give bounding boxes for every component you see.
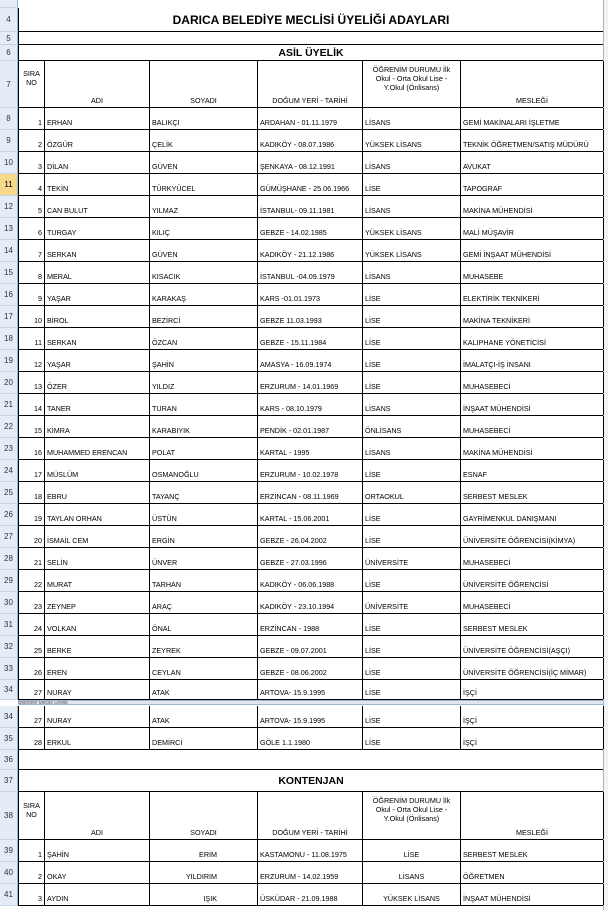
cell-meslek[interactable]: TEKNİK ÖĞRETMEN/SATIŞ MÜDÜRÜ	[461, 130, 604, 151]
row-header[interactable]	[0, 0, 18, 8]
cell-meslek[interactable]: İNŞAAT MÜHENDİSİ	[461, 884, 604, 905]
cell-dogum[interactable]: GEBZE 11.03.1993	[258, 306, 363, 327]
cell-soyadi[interactable]: ÇELİK	[150, 130, 258, 151]
cell-dogum[interactable]: PENDİK - 02.01.1987	[258, 416, 363, 437]
cell-dogum[interactable]: KADIKÖY - 21.12.1986	[258, 240, 363, 261]
cell-ogrenim[interactable]: LİSANS	[363, 152, 461, 173]
cell-adi[interactable]: ZEYNEP	[45, 592, 150, 613]
table-row	[18, 658, 603, 680]
cell-dogum[interactable]: ŞENKAYA - 08.12.1991	[258, 152, 363, 173]
row-header[interactable]: 39	[0, 840, 18, 862]
cell-adi[interactable]: ERKUL	[45, 728, 150, 749]
table-row	[18, 706, 603, 728]
table-row	[18, 196, 603, 218]
row-header[interactable]: 41	[0, 884, 18, 906]
cell-dogum[interactable]: ERZURUM - 14.01.1969	[258, 372, 363, 393]
cell-meslek[interactable]: ÜNİVERSİTE ÖĞRENCİSİ(AŞÇI)	[461, 636, 604, 657]
cell-meslek[interactable]: ESNAF	[461, 460, 604, 481]
header-ogrenim: ÖĞRENİM DURUMU İlk Okul - Orta Okul Lise - Y.Okul (Önlisans)	[363, 61, 461, 107]
cell-soyadi[interactable]: BEZİRCİ	[150, 306, 258, 327]
cell-adi[interactable]: ÖZGÜR	[45, 130, 150, 151]
cell-ogrenim[interactable]: LİSE	[363, 658, 461, 679]
cell-no[interactable]: 6	[19, 218, 45, 239]
row-header[interactable]: 33	[0, 658, 18, 680]
cell-no[interactable]: 9	[19, 284, 45, 305]
cell-dogum[interactable]: GEBZE - 09.07.2001	[258, 636, 363, 657]
table-row	[18, 504, 603, 526]
cell-soyadi[interactable]: TAYANÇ	[150, 482, 258, 503]
cell-no[interactable]: 10	[19, 306, 45, 327]
row-header[interactable]: 14	[0, 240, 18, 262]
row-header[interactable]: 29	[0, 570, 18, 592]
cell-no[interactable]: 4	[19, 174, 45, 195]
cell-soyadi[interactable]: KARAKAŞ	[150, 284, 258, 305]
header-soyadi: SOYADI	[150, 61, 258, 107]
cell-adi[interactable]: MERAL	[45, 262, 150, 283]
cell-no[interactable]: 18	[19, 482, 45, 503]
cell-dogum[interactable]: KADIKÖY - 08.07.1986	[258, 130, 363, 151]
row-header[interactable]: 24	[0, 460, 18, 482]
sheet-title	[18, 8, 603, 32]
row-header[interactable]: 21	[0, 394, 18, 416]
cell-meslek[interactable]: ÜNİVERSİTE ÖĞRENCİSİ(İÇ MİMAR)	[461, 658, 604, 679]
row-header[interactable]: 18	[0, 328, 18, 350]
row-header[interactable]: 28	[0, 548, 18, 570]
cell-soyadi[interactable]: YILDIZ	[150, 372, 258, 393]
table-row	[18, 840, 603, 862]
cell-adi[interactable]: TURGAY	[45, 218, 150, 239]
row-header[interactable]: 38	[0, 792, 18, 840]
cell-ogrenim[interactable]: LİSE	[363, 636, 461, 657]
blank-row	[18, 32, 603, 45]
cell-no[interactable]: 14	[19, 394, 45, 415]
header-adi: ADI	[45, 61, 150, 107]
cell-soyadi[interactable]: ATAK	[150, 680, 258, 699]
cell-soyadi[interactable]: IŞIK	[150, 884, 258, 905]
cell-no[interactable]: 26	[19, 658, 45, 679]
table-row	[18, 548, 603, 570]
row-header[interactable]: 19	[0, 350, 18, 372]
cell-adi[interactable]: AYDIN	[45, 884, 150, 905]
table-row	[18, 884, 603, 906]
table-row	[18, 570, 603, 592]
cell-meslek[interactable]: AVUKAT	[461, 152, 604, 173]
header-meslek: MESLEĞİ	[461, 61, 604, 107]
cell-meslek[interactable]: ÜNİVERSİTE ÖĞRENCİSİ	[461, 570, 604, 591]
cell-no[interactable]: 24	[19, 614, 45, 635]
cell-soyadi[interactable]: POLAT	[150, 438, 258, 459]
cell-adi[interactable]: TANER	[45, 394, 150, 415]
cell-dogum[interactable]: İSTANBUL- 09.11.1981	[258, 196, 363, 217]
cell-no[interactable]: 23	[19, 592, 45, 613]
cell-soyadi[interactable]: ÖZCAN	[150, 328, 258, 349]
cell-soyadi[interactable]: TÜRKYÜCEL	[150, 174, 258, 195]
cell-no[interactable]: 25	[19, 636, 45, 657]
cell-dogum[interactable]: GEBZE - 15.11.1984	[258, 328, 363, 349]
cell-dogum[interactable]: GEBZE - 08.06.2002	[258, 658, 363, 679]
cell-ogrenim[interactable]: LİSE	[363, 614, 461, 635]
cell-soyadi[interactable]: ŞAHİN	[150, 350, 258, 371]
column-header-row	[18, 61, 603, 108]
cell-dogum[interactable]: ARTOVA- 15.9.1995	[258, 680, 363, 699]
cell-soyadi[interactable]: BALIKÇI	[150, 108, 258, 129]
cell-meslek[interactable]: MAKİNA MÜHENDİSİ	[461, 196, 604, 217]
cell-ogrenim[interactable]: LİSANS	[363, 438, 461, 459]
cell-ogrenim[interactable]: LİSE	[363, 680, 461, 699]
cell-ogrenim[interactable]: LİSE	[363, 706, 461, 727]
cell-dogum[interactable]: ERZURUM - 14.02.1959	[258, 862, 363, 883]
cell-adi[interactable]: DİLAN	[45, 152, 150, 173]
table-row	[18, 862, 603, 884]
table-row	[18, 328, 603, 350]
cell-meslek[interactable]: GAYRİMENKUL DANIŞMANI	[461, 504, 604, 525]
cell-ogrenim[interactable]: LİSE	[363, 840, 461, 861]
cell-meslek[interactable]: MAKİNA MÜHENDİSİ	[461, 438, 604, 459]
header-dogum: DOĞUM YERİ - TARİHİ	[258, 61, 363, 107]
cell-meslek[interactable]: SERBEST MESLEK	[461, 614, 604, 635]
cell-dogum[interactable]: GEBZE - 14.02.1985	[258, 218, 363, 239]
cell-no[interactable]: 21	[19, 548, 45, 569]
cell-soyadi[interactable]: ATAK	[150, 706, 258, 727]
cell-dogum[interactable]: KARTAL - 1995	[258, 438, 363, 459]
cell-no[interactable]: 13	[19, 372, 45, 393]
cell-dogum[interactable]: KARS -01.01.1973	[258, 284, 363, 305]
row-header[interactable]: 7	[0, 61, 18, 108]
cell-ogrenim[interactable]: LİSANS	[363, 862, 461, 883]
cell-ogrenim[interactable]: ÖNLİSANS	[363, 416, 461, 437]
cell-ogrenim[interactable]: LİSE	[363, 306, 461, 327]
cell-no[interactable]: 3	[19, 152, 45, 173]
cell-no[interactable]: 27	[19, 680, 45, 699]
row-header[interactable]: 23	[0, 438, 18, 460]
cell-dogum[interactable]: ARDAHAN - 01.11.1979	[258, 108, 363, 129]
section-asil	[18, 45, 603, 61]
row-header[interactable]: 6	[0, 45, 18, 61]
cell-soyadi[interactable]: CEYLAN	[150, 658, 258, 679]
cell-adi[interactable]: BİROL	[45, 306, 150, 327]
cell-no[interactable]: 17	[19, 460, 45, 481]
cell-meslek[interactable]: MALİ MÜŞAVİR	[461, 218, 604, 239]
cell-adi[interactable]: SELİN	[45, 548, 150, 569]
cell-ogrenim[interactable]: LİSE	[363, 350, 461, 371]
cell-ogrenim[interactable]: ÜNİVERSİTE	[363, 548, 461, 569]
cell-ogrenim[interactable]: LİSE	[363, 570, 461, 591]
cell-adi[interactable]: EBRU	[45, 482, 150, 503]
cell-meslek[interactable]: İŞÇİ	[461, 680, 604, 699]
cell-no[interactable]: 3	[19, 884, 45, 905]
cell-no[interactable]: 5	[19, 196, 45, 217]
cell-ogrenim[interactable]: LİSE	[363, 504, 461, 525]
row-header[interactable]: 22	[0, 416, 18, 438]
cell-meslek[interactable]: ÜNİVERSİTE ÖĞRENCİSİ(KİMYA)	[461, 526, 604, 547]
table-row	[18, 372, 603, 394]
cell-adi[interactable]: MURAT	[45, 570, 150, 591]
row-header[interactable]: 34	[0, 706, 18, 728]
cell-meslek[interactable]: MUHASEBECİ	[461, 416, 604, 437]
cell-meslek[interactable]: MUHASEBECİ	[461, 548, 604, 569]
table-row	[18, 636, 603, 658]
cell-adi[interactable]: ÖZER	[45, 372, 150, 393]
cell-dogum[interactable]: KARS - 08.10.1979	[258, 394, 363, 415]
cell-meslek[interactable]: İŞÇİ	[461, 706, 604, 727]
header-sira: SIRA NO	[19, 61, 45, 107]
cell-dogum[interactable]: GEBZE - 27.03.1996	[258, 548, 363, 569]
section-kontenjan	[18, 770, 603, 792]
cell-ogrenim[interactable]: LİSE	[363, 284, 461, 305]
cell-dogum[interactable]: GÖLE 1.1.1980	[258, 728, 363, 749]
cell-no[interactable]: 15	[19, 416, 45, 437]
cell-adi[interactable]: İSMAİL CEM	[45, 526, 150, 547]
cell-ogrenim[interactable]: LİSE	[363, 328, 461, 349]
row-header[interactable]: 16	[0, 284, 18, 306]
cell-adi[interactable]: OKAY	[45, 862, 150, 883]
cell-adi[interactable]: ŞAHİN	[45, 840, 150, 861]
cell-dogum[interactable]: GÜMÜŞHANE - 25.06.1966	[258, 174, 363, 195]
table-row	[18, 438, 603, 460]
row-header[interactable]: 35	[0, 728, 18, 750]
cell-adi[interactable]: NURAY	[45, 706, 150, 727]
cell-dogum[interactable]: İSTANBUL -04.09.1979	[258, 262, 363, 283]
table-row	[18, 416, 603, 438]
cell-dogum[interactable]: KADIKÖY - 23.10.1994	[258, 592, 363, 613]
row-header[interactable]: 26	[0, 504, 18, 526]
cell-soyadi[interactable]: ÖNAL	[150, 614, 258, 635]
cell-ogrenim[interactable]: LİSE	[363, 728, 461, 749]
cell-no[interactable]: 28	[19, 728, 45, 749]
cell-soyadi[interactable]: ARAÇ	[150, 592, 258, 613]
row-header[interactable]: 15	[0, 262, 18, 284]
cell-adi[interactable]: EREN	[45, 658, 150, 679]
table-row	[18, 350, 603, 372]
cell-ogrenim[interactable]: LİSE	[363, 174, 461, 195]
cell-no[interactable]: 11	[19, 328, 45, 349]
cell-adi[interactable]: VOLKAN	[45, 614, 150, 635]
cell-meslek[interactable]: GEMİ İNŞAAT MÜHENDİSİ	[461, 240, 604, 261]
row-header[interactable]: 11	[0, 174, 18, 196]
cell-dogum[interactable]: AMASYA - 16.09.1974	[258, 350, 363, 371]
cell-soyadi[interactable]: OSMANOĞLU	[150, 460, 258, 481]
table-row	[18, 460, 603, 482]
table-row	[18, 482, 603, 504]
cell-ogrenim[interactable]: YÜKSEK LİSANS	[363, 884, 461, 905]
table-row	[18, 240, 603, 262]
cell-no[interactable]: 27	[19, 706, 45, 727]
row-header[interactable]: 30	[0, 592, 18, 614]
cell-soyadi[interactable]: YILDIRIM	[150, 862, 258, 883]
row-header[interactable]: 31	[0, 614, 18, 636]
cell-adi[interactable]: YAŞAR	[45, 284, 150, 305]
cell-ogrenim[interactable]: LİSANS	[363, 394, 461, 415]
cell-no[interactable]: 7	[19, 240, 45, 261]
row-header[interactable]: 17	[0, 306, 18, 328]
cell-soyadi[interactable]: KARABIYIK	[150, 416, 258, 437]
cell-soyadi[interactable]: TARHAN	[150, 570, 258, 591]
cell-soyadi[interactable]: DEMİRCİ	[150, 728, 258, 749]
cell-meslek[interactable]: İŞÇİ	[461, 728, 604, 749]
sheet-tab-strip[interactable]: Belediye Meclis Üyelik	[18, 700, 603, 705]
cell-soyadi[interactable]: ÜNVER	[150, 548, 258, 569]
cell-soyadi[interactable]: ERİM	[150, 840, 258, 861]
row-header[interactable]: 34	[0, 680, 18, 700]
cell-meslek[interactable]: SERBEST MESLEK	[461, 482, 604, 503]
row-header[interactable]: 8	[0, 108, 18, 130]
cell-adi[interactable]: YAŞAR	[45, 350, 150, 371]
table-row	[18, 526, 603, 548]
cell-dogum[interactable]: KADIKÖY - 06.06.1988	[258, 570, 363, 591]
cell-ogrenim[interactable]: LİSE	[363, 460, 461, 481]
cell-dogum[interactable]: ÜSKÜDAR - 21.09.1988	[258, 884, 363, 905]
cell-no[interactable]: 20	[19, 526, 45, 547]
cell-dogum[interactable]: KARTAL - 15.06.2001	[258, 504, 363, 525]
row-header[interactable]: 12	[0, 196, 18, 218]
table-row	[18, 218, 603, 240]
cell-ogrenim[interactable]: YÜKSEK LİSANS	[363, 240, 461, 261]
cell-dogum[interactable]: GEBZE - 26.04.2002	[258, 526, 363, 547]
cell-soyadi[interactable]: ERGİN	[150, 526, 258, 547]
table-row	[18, 728, 603, 750]
cell-soyadi[interactable]: ÜSTÜN	[150, 504, 258, 525]
cell-ogrenim[interactable]: LİSANS	[363, 262, 461, 283]
cell-adi[interactable]: SERKAN	[45, 328, 150, 349]
cell-soyadi[interactable]: ZEYREK	[150, 636, 258, 657]
cell-ogrenim[interactable]: ORTAOKUL	[363, 482, 461, 503]
cell-no[interactable]: 12	[19, 350, 45, 371]
cell-meslek[interactable]: ÖĞRETMEN	[461, 862, 604, 883]
row-header[interactable]: 5	[0, 32, 18, 45]
cell-dogum[interactable]: ERZİNCAN - 08.11.1969	[258, 482, 363, 503]
header-adi: ADI	[45, 792, 150, 839]
cell-adi[interactable]: ERHAN	[45, 108, 150, 129]
table-row	[18, 108, 603, 130]
cell-soyadi[interactable]: GÜVEN	[150, 152, 258, 173]
row-header[interactable]: 20	[0, 372, 18, 394]
cell-ogrenim[interactable]: ÜNİVERSİTE	[363, 592, 461, 613]
cell-soyadi[interactable]: KILIÇ	[150, 218, 258, 239]
cell-meslek[interactable]: KALIPHANE YÖNETİCİSİ	[461, 328, 604, 349]
sheet-title-text: DARICA BELEDİYE MECLİSİ ÜYELİĞİ ADAYLARI	[172, 12, 450, 27]
row-header[interactable]: 36	[0, 750, 18, 770]
table-row	[18, 130, 603, 152]
cell-adi[interactable]: MÜSLÜM	[45, 460, 150, 481]
cell-dogum[interactable]: KASTAMONU - 11.08.1975	[258, 840, 363, 861]
row-header[interactable]: 37	[0, 770, 18, 792]
cell-meslek[interactable]: MUHASEBECİ	[461, 372, 604, 393]
cell-adi[interactable]: TEKİN	[45, 174, 150, 195]
section-asil-text: ASİL ÜYELİK	[278, 46, 344, 59]
table-row	[18, 262, 603, 284]
cell-dogum[interactable]: ARTOVA- 15.9.1995	[258, 706, 363, 727]
cell-ogrenim[interactable]: LİSANS	[363, 108, 461, 129]
row-header[interactable]: 13	[0, 218, 18, 240]
cell-adi[interactable]: BERKE	[45, 636, 150, 657]
section-kontenjan-text: KONTENJAN	[278, 774, 344, 787]
cell-dogum[interactable]: ERZİNCAN - 1988	[258, 614, 363, 635]
cell-meslek[interactable]: MUHASEBE	[461, 262, 604, 283]
table-row	[18, 394, 603, 416]
table-row	[18, 614, 603, 636]
header-meslek: MESLEĞİ	[461, 792, 604, 839]
row-header[interactable]: 25	[0, 482, 18, 504]
cell-no[interactable]: 2	[19, 130, 45, 151]
cell-meslek[interactable]: ELEKTİRİK TEKNİKERİ	[461, 284, 604, 305]
cell-meslek[interactable]: İNŞAAT MÜHENDİSİ	[461, 394, 604, 415]
cell-no[interactable]: 19	[19, 504, 45, 525]
header-sira: SIRA NO	[19, 792, 45, 839]
cell-meslek[interactable]: GEMİ MAKİNALARI İŞLETME	[461, 108, 604, 129]
cell-no[interactable]: 2	[19, 862, 45, 883]
row-header[interactable]: 9	[0, 130, 18, 152]
cell-meslek[interactable]: MUHASEBECİ	[461, 592, 604, 613]
table-row	[18, 680, 603, 700]
cell-soyadi[interactable]: GÜVEN	[150, 240, 258, 261]
row-header[interactable]: 32	[0, 636, 18, 658]
cell-ogrenim[interactable]: LİSANS	[363, 196, 461, 217]
cell-dogum[interactable]: ERZURUM - 10.02.1978	[258, 460, 363, 481]
cell-adi[interactable]: CAN BULUT	[45, 196, 150, 217]
cell-soyadi[interactable]: KISACIK	[150, 262, 258, 283]
cell-ogrenim[interactable]: LİSE	[363, 372, 461, 393]
header-ogrenim: ÖĞRENİM DURUMU İlk Okul - Orta Okul Lise - Y.Okul (Önlisans)	[363, 792, 461, 839]
cell-ogrenim[interactable]: LİSE	[363, 526, 461, 547]
cell-soyadi[interactable]: TURAN	[150, 394, 258, 415]
blank-row	[18, 750, 603, 770]
cell-no[interactable]: 22	[19, 570, 45, 591]
table-row	[18, 306, 603, 328]
cell-ogrenim[interactable]: YÜKSEK LİSANS	[363, 218, 461, 239]
column-header-row	[18, 792, 603, 840]
cell-no[interactable]: 16	[19, 438, 45, 459]
table-row	[18, 284, 603, 306]
cell-adi[interactable]: MUHAMMED ERENCAN	[45, 438, 150, 459]
table-row	[18, 174, 603, 196]
header-dogum: DOĞUM YERİ - TARİHİ	[258, 792, 363, 839]
cell-adi[interactable]: TAYLAN ORHAN	[45, 504, 150, 525]
cell-ogrenim[interactable]: YÜKSEK LİSANS	[363, 130, 461, 151]
header-soyadi: SOYADI	[150, 792, 258, 839]
cell-meslek[interactable]: SERBEST MESLEK	[461, 840, 604, 861]
cell-adi[interactable]: KİMRA	[45, 416, 150, 437]
cell-adi[interactable]: SERKAN	[45, 240, 150, 261]
cell-no[interactable]: 8	[19, 262, 45, 283]
cell-no[interactable]: 1	[19, 840, 45, 861]
cell-meslek[interactable]: İMALATÇI-İŞ İNSANI	[461, 350, 604, 371]
cell-no[interactable]: 1	[19, 108, 45, 129]
cell-meslek[interactable]: TAPOGRAF	[461, 174, 604, 195]
cell-adi[interactable]: NURAY	[45, 680, 150, 699]
cell-meslek[interactable]: MAKİNA TEKNİKERİ	[461, 306, 604, 327]
table-row	[18, 592, 603, 614]
row-header[interactable]: 10	[0, 152, 18, 174]
row-header[interactable]: 40	[0, 862, 18, 884]
row-header[interactable]: 27	[0, 526, 18, 548]
row-header[interactable]: 4	[0, 8, 18, 32]
table-row	[18, 152, 603, 174]
cell-soyadi[interactable]: YILMAZ	[150, 196, 258, 217]
